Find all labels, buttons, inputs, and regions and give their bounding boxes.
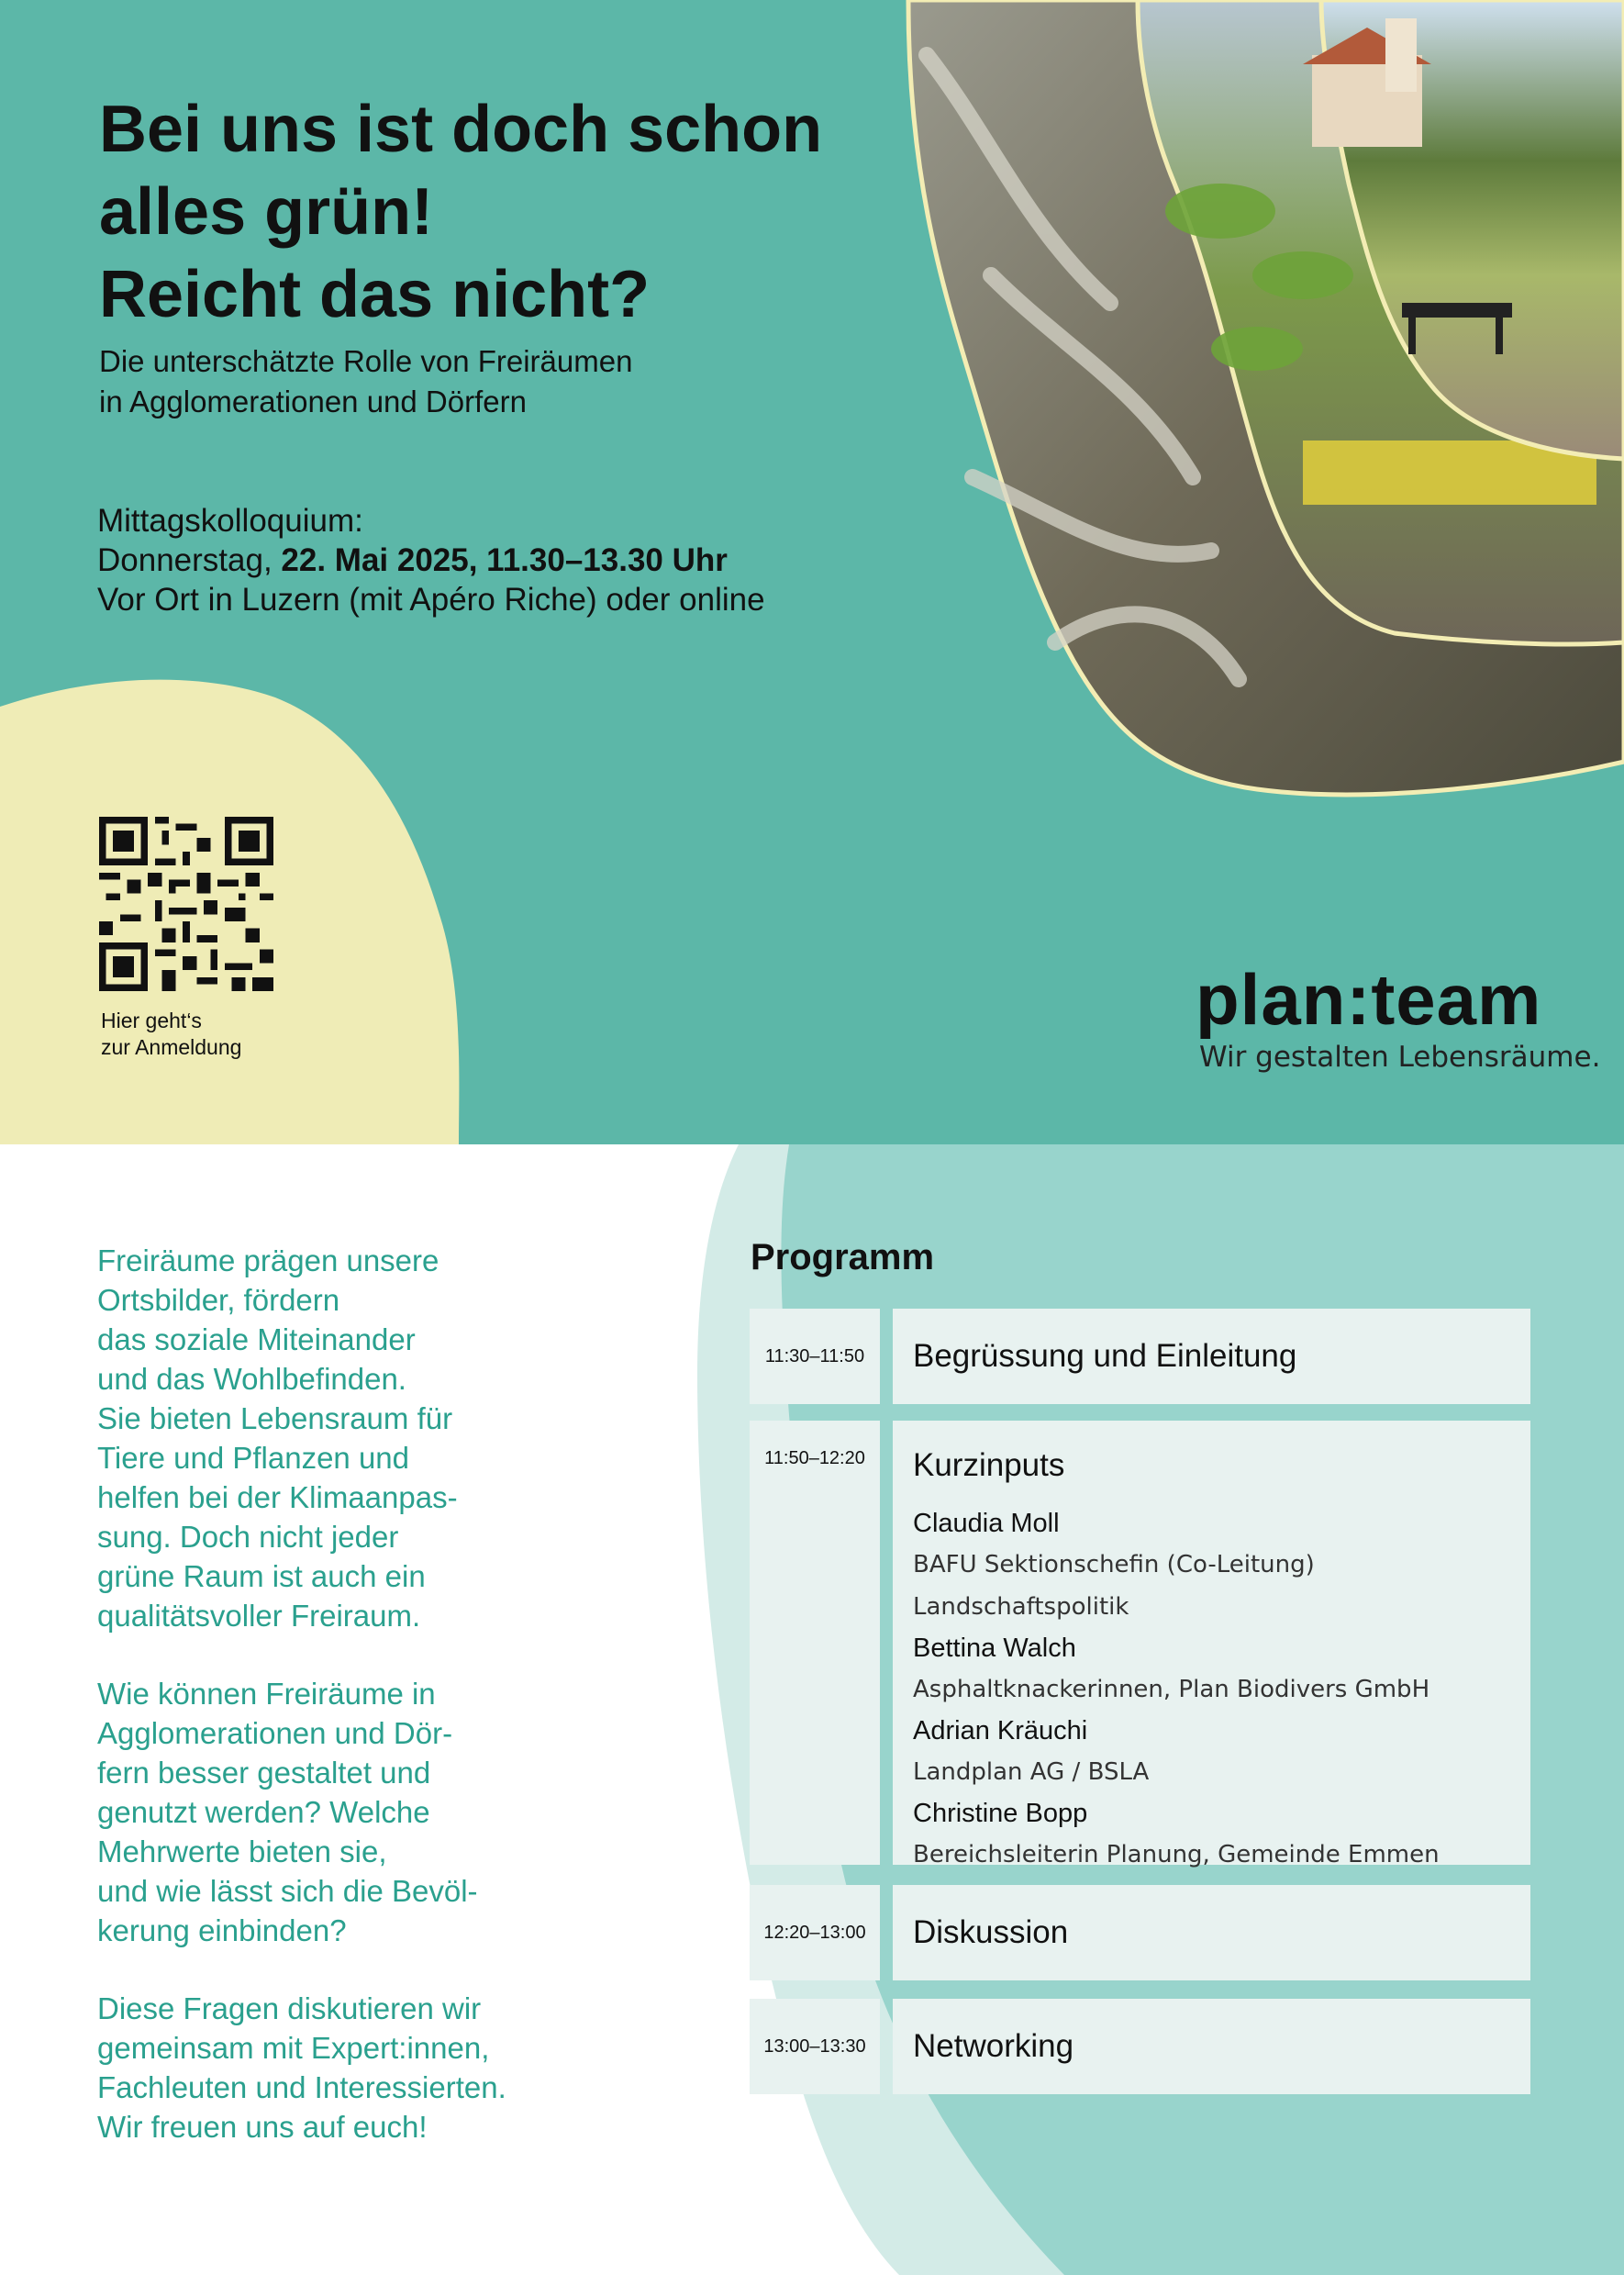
intro-line: sung. Doch nicht jeder xyxy=(97,1520,399,1554)
speaker-name: Christine Bopp xyxy=(913,1799,1088,1828)
program-row xyxy=(750,1309,1530,1404)
event-date-line xyxy=(97,541,1015,580)
intro-line: Mehrwerte bieten sie, xyxy=(97,1834,387,1868)
speaker xyxy=(913,1628,1530,1711)
intro-line: Fachleuten und Interessierten. xyxy=(97,2070,506,2104)
title-line: Bei uns ist doch schon xyxy=(99,93,823,166)
qr-caption-line: Hier geht‘s xyxy=(101,1009,202,1032)
intro-line: grüne Raum ist auch ein xyxy=(97,1559,426,1593)
event-details xyxy=(97,501,1015,619)
speaker-name: Bettina Walch xyxy=(913,1634,1076,1663)
intro-line: qualitätsvoller Freiraum. xyxy=(97,1599,421,1633)
poster-title xyxy=(99,88,925,336)
intro-line: fern besser gestaltet und xyxy=(97,1756,431,1790)
event-date-time: 22. Mai 2025, 11.30–13.30 Uhr xyxy=(281,542,728,578)
registration-qr-code[interactable] xyxy=(99,817,273,991)
speaker-role: Landplan AG / BSLA xyxy=(913,1758,1150,1786)
program-item-title: Networking xyxy=(893,1999,1530,2094)
intro-line: Wie können Freiräume in xyxy=(97,1677,436,1711)
intro-line: gemeinsam mit Expert:innen, xyxy=(97,2031,490,2065)
title-line: Reicht das nicht? xyxy=(99,258,651,331)
intro-line: Agglomerationen und Dör- xyxy=(97,1716,453,1750)
program-time: 13:00–13:30 xyxy=(750,1999,880,2094)
planteam-logo xyxy=(1196,958,1600,1074)
speaker-name: Adrian Kräuchi xyxy=(913,1716,1088,1745)
intro-line: Wir freuen uns auf euch! xyxy=(97,2110,428,2144)
intro-paragraph xyxy=(97,1674,574,1950)
event-day: Donnerstag, xyxy=(97,542,282,578)
speaker-name: Claudia Moll xyxy=(913,1509,1060,1538)
speaker-role: Bereichsleiterin Planung, Gemeinde Emmen xyxy=(913,1841,1440,1868)
speaker xyxy=(913,1503,1530,1628)
poster-subtitle xyxy=(99,341,925,422)
program-item-title: Kurzinputs xyxy=(913,1447,1065,1483)
program-row xyxy=(750,1999,1530,2094)
intro-line: Freiräume prägen unsere xyxy=(97,1243,439,1277)
speaker xyxy=(913,1793,1530,1876)
intro-line: und wie lässt sich die Bevöl- xyxy=(97,1874,478,1908)
intro-text xyxy=(97,1241,574,2185)
program-item-title: Begrüssung und Einleitung xyxy=(893,1309,1530,1404)
qr-caption xyxy=(101,1008,241,1061)
intro-line: Diese Fragen diskutieren wir xyxy=(97,1991,482,2025)
title-line: alles grün! xyxy=(99,175,434,249)
program-row xyxy=(750,1421,1530,1868)
logo-name: plan:team xyxy=(1196,959,1542,1040)
event-type: Mittagskolloquium: xyxy=(97,503,363,539)
program-time: 11:50–12:20 xyxy=(750,1421,880,1865)
intro-line: kerung einbinden? xyxy=(97,1913,347,1947)
intro-line: Tiere und Pflanzen und xyxy=(97,1441,410,1475)
speaker-role: Asphaltknackerinnen, Plan Biodivers GmbH xyxy=(913,1676,1430,1703)
intro-line: helfen bei der Klimaanpas- xyxy=(97,1480,458,1514)
intro-paragraph xyxy=(97,1989,574,2147)
program-title: Programm xyxy=(751,1237,935,1277)
speaker-role: BAFU Sektionschefin (Co-Leitung) Landschaftspolitik xyxy=(913,1551,1315,1621)
program-item-details xyxy=(893,1421,1530,1868)
logo-tagline: Wir gestalten Lebensräume. xyxy=(1199,1041,1601,1074)
subtitle-line: in Agglomerationen und Dörfern xyxy=(99,385,527,418)
intro-line: genutzt werden? Welche xyxy=(97,1795,430,1829)
qr-caption-line: zur Anmeldung xyxy=(101,1035,242,1059)
intro-line: Sie bieten Lebensraum für xyxy=(97,1401,453,1435)
program-time: 11:30–11:50 xyxy=(750,1309,880,1404)
program-item-title: Diskussion xyxy=(893,1885,1530,1980)
program-row xyxy=(750,1885,1530,1980)
subtitle-line: Die unterschätzte Rolle von Freiräumen xyxy=(99,344,633,378)
speaker xyxy=(913,1711,1530,1793)
intro-paragraph xyxy=(97,1241,574,1635)
intro-line: und das Wohlbefinden. xyxy=(97,1362,406,1396)
intro-line: Ortsbilder, fördern xyxy=(97,1283,340,1317)
event-location: Vor Ort in Luzern (mit Apéro Riche) oder online xyxy=(97,582,765,618)
program-time: 12:20–13:00 xyxy=(750,1885,880,1980)
intro-line: das soziale Miteinander xyxy=(97,1322,416,1356)
